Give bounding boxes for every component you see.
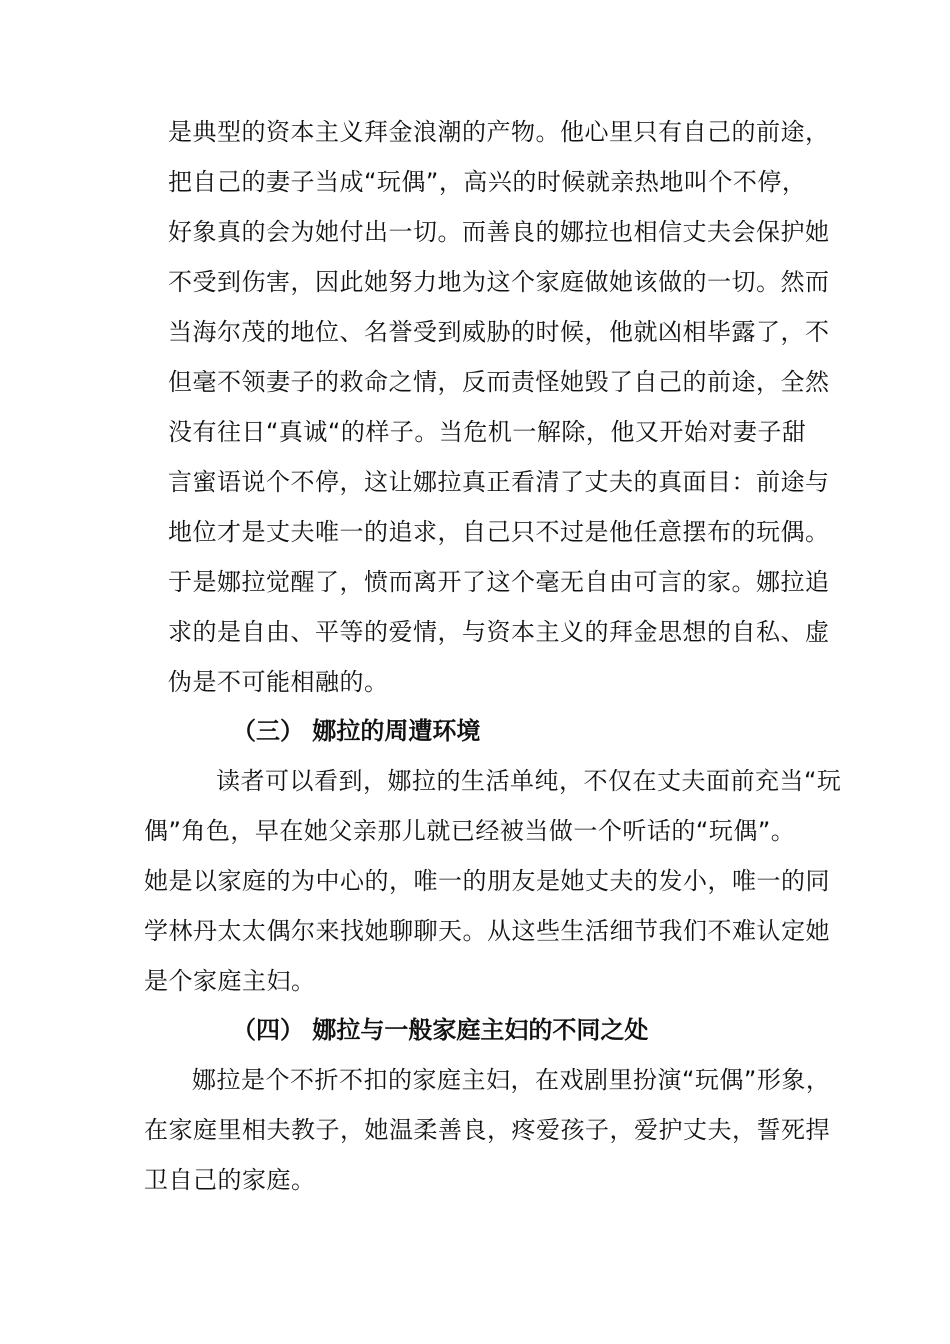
paragraph-line: 于是娜拉觉醒了，愤而离开了这个毫无自由可言的家。娜拉追 (168, 568, 830, 596)
paragraph-line: 她是以家庭的为中心的，唯一的朋友是她丈夫的发小，唯一的同 (144, 867, 830, 895)
paragraph-line: 没有往日“真诚“的样子。当危机一解除，他又开始对妻子甜 (168, 418, 807, 446)
paragraph-line: 当海尔茂的地位、名誉受到威胁的时候，他就凶相毕露了，不 (168, 318, 830, 346)
paragraph-line: 但毫不领妻子的救命之情，反而责怪她毁了自己的前途，全然 (168, 368, 830, 396)
paragraph-line: 学林丹太太偶尔来找她聊聊天。从这些生活细节我们不难认定她 (144, 917, 830, 945)
paragraph-line: 地位才是丈夫唯一的追求，自己只不过是他任意摆布的玩偶。 (168, 518, 830, 546)
paragraph-line: 偶”角色，早在她父亲那儿就已经被当做一个听话的“玩偶”。 (144, 817, 796, 845)
paragraph-line: 好象真的会为她付出一切。而善良的娜拉也相信丈夫会保护她 (168, 218, 830, 246)
paragraph-line: 言蜜语说个不停，这让娜拉真正看清了丈夫的真面目：前途与 (168, 468, 830, 496)
paragraph-line: 求的是自由、平等的爱情，与资本主义的拜金思想的自私、虚 (168, 618, 830, 646)
paragraph-line: 把自己的妻子当成“玩偶”，高兴的时候就亲热地叫个不停， (168, 168, 807, 196)
paragraph-line: 是典型的资本主义拜金浪潮的产物。他心里只有自己的前途， (168, 118, 830, 146)
paragraph-line: 不受到伤害，因此她努力地为这个家庭做她该做的一切。然而 (168, 268, 830, 296)
paragraph-line: 是个家庭主妇。 (144, 967, 316, 995)
section-heading-4: （四） 娜拉与一般家庭主妇的不同之处 (232, 1016, 649, 1044)
paragraph-line: 读者可以看到，娜拉的生活单纯，不仅在丈夫面前充当“玩 (216, 767, 842, 795)
section-heading-3: （三） 娜拉的周遭环境 (232, 717, 481, 745)
paragraph-line: 卫自己的家庭。 (144, 1166, 316, 1194)
paragraph-line: 伪是不可能相融的。 (168, 668, 389, 696)
paragraph-line: 娜拉是个不折不扣的家庭主妇，在戏剧里扮演“玩偶”形象， (192, 1066, 831, 1094)
paragraph-line: 在家庭里相夫教子，她温柔善良，疼爱孩子，爱护丈夫，誓死捍 (144, 1116, 830, 1144)
